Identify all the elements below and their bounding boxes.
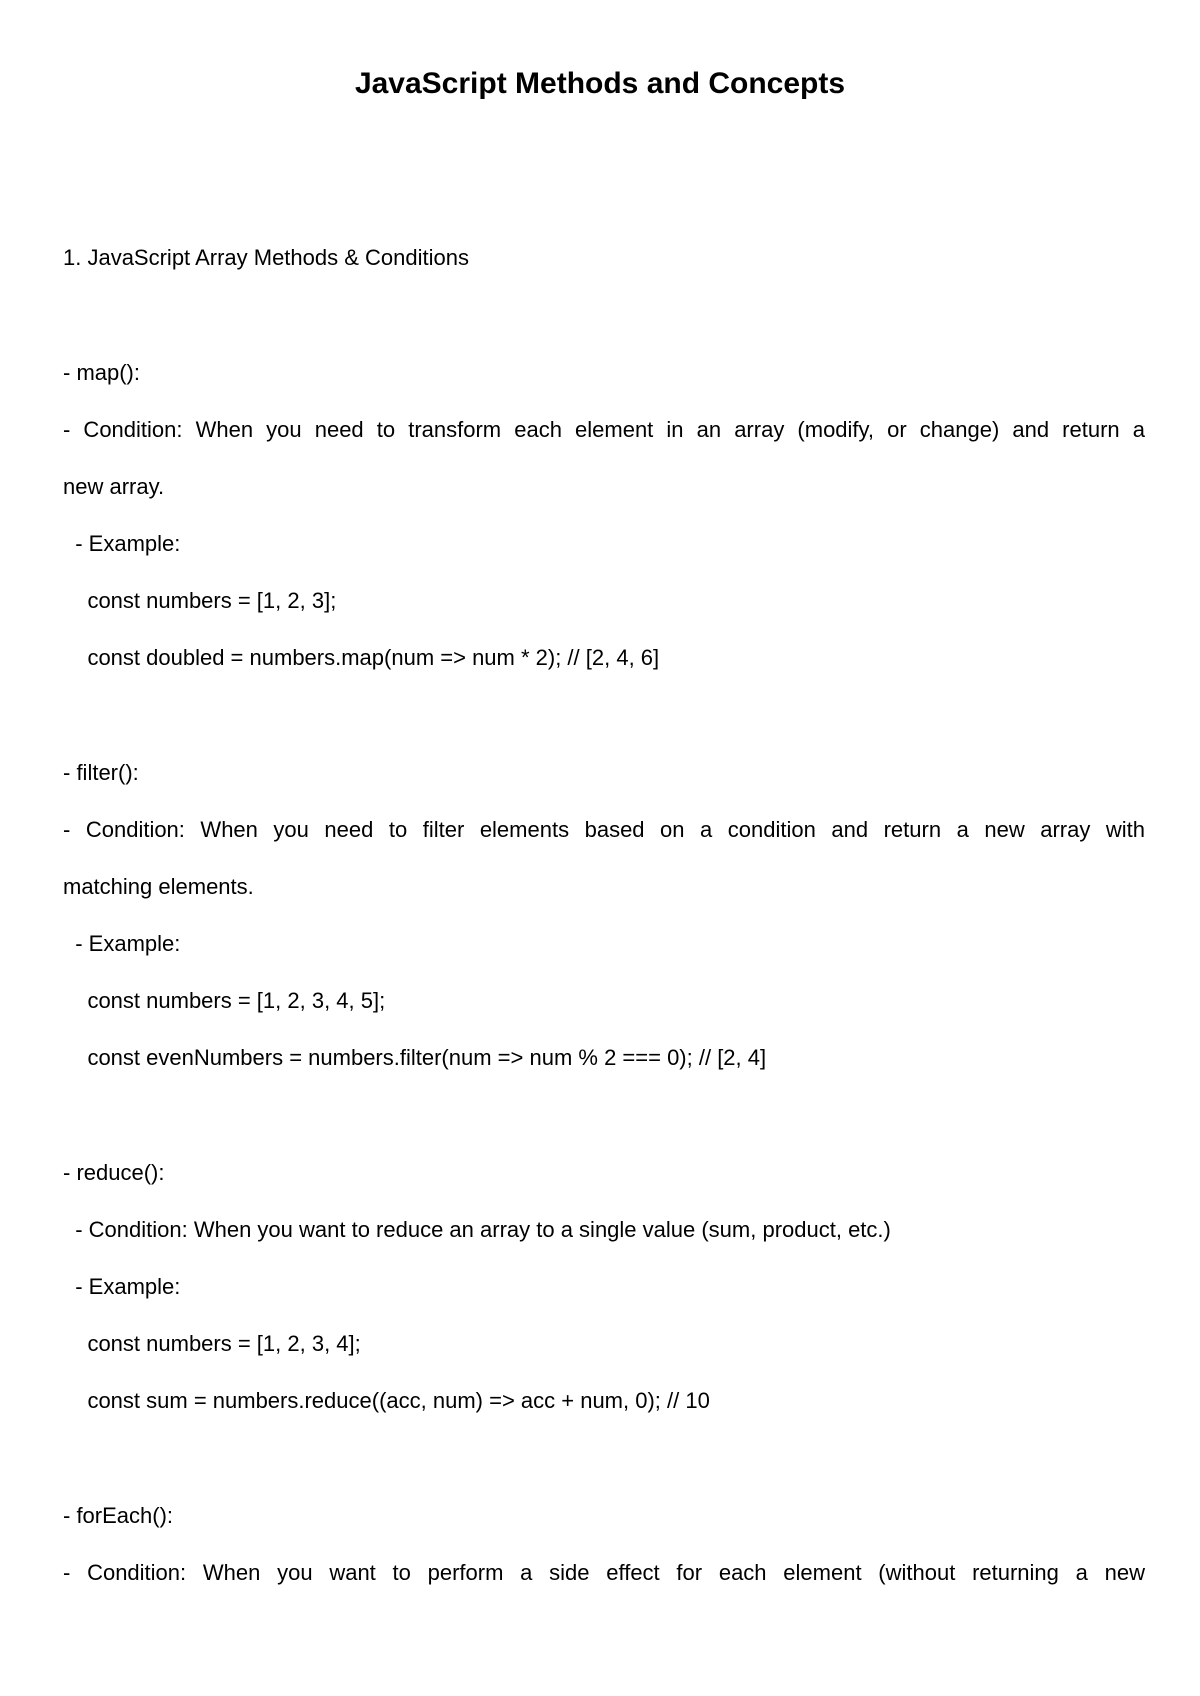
method-name-foreach: - forEach(): <box>63 1503 174 1528</box>
method-code-map-line2: const doubled = numbers.map(num => num * 2); // [2, 4, 6] <box>63 645 660 670</box>
method-name-map: - map(): <box>63 360 140 385</box>
method-condition-filter-line2: matching elements. <box>63 874 254 899</box>
method-condition-map-line2: new array. <box>63 474 165 499</box>
method-example-label-filter: - Example: <box>63 931 181 956</box>
method-code-reduce-line1: const numbers = [1, 2, 3, 4]; <box>63 1331 361 1356</box>
method-code-reduce-line2: const sum = numbers.reduce((acc, num) => acc + num, 0); // 10 <box>63 1388 710 1413</box>
method-name-filter: - filter(): <box>63 760 139 785</box>
method-name-reduce: - reduce(): <box>63 1160 165 1185</box>
method-condition-filter-line1: - Condition: When you need to filter elements based on a condition and return a new array with <box>63 817 1145 842</box>
method-example-label-reduce: - Example: <box>63 1274 181 1299</box>
section-heading: 1. JavaScript Array Methods & Conditions <box>63 245 469 270</box>
method-code-map-line1: const numbers = [1, 2, 3]; <box>63 588 337 613</box>
method-condition-foreach-line1: - Condition: When you want to perform a side effect for each element (without returning a new <box>63 1560 1145 1585</box>
method-condition-map-line1: - Condition: When you need to transform each element in an array (modify, or change) and return a <box>63 417 1145 442</box>
method-condition-reduce-line1: - Condition: When you want to reduce an array to a single value (sum, product, etc.) <box>63 1217 891 1242</box>
page-title: JavaScript Methods and Concepts <box>354 67 846 100</box>
method-code-filter-line1: const numbers = [1, 2, 3, 4, 5]; <box>63 988 386 1013</box>
method-code-filter-line2: const evenNumbers = numbers.filter(num => num % 2 === 0); // [2, 4] <box>63 1045 767 1070</box>
method-example-label-map: - Example: <box>63 531 181 556</box>
